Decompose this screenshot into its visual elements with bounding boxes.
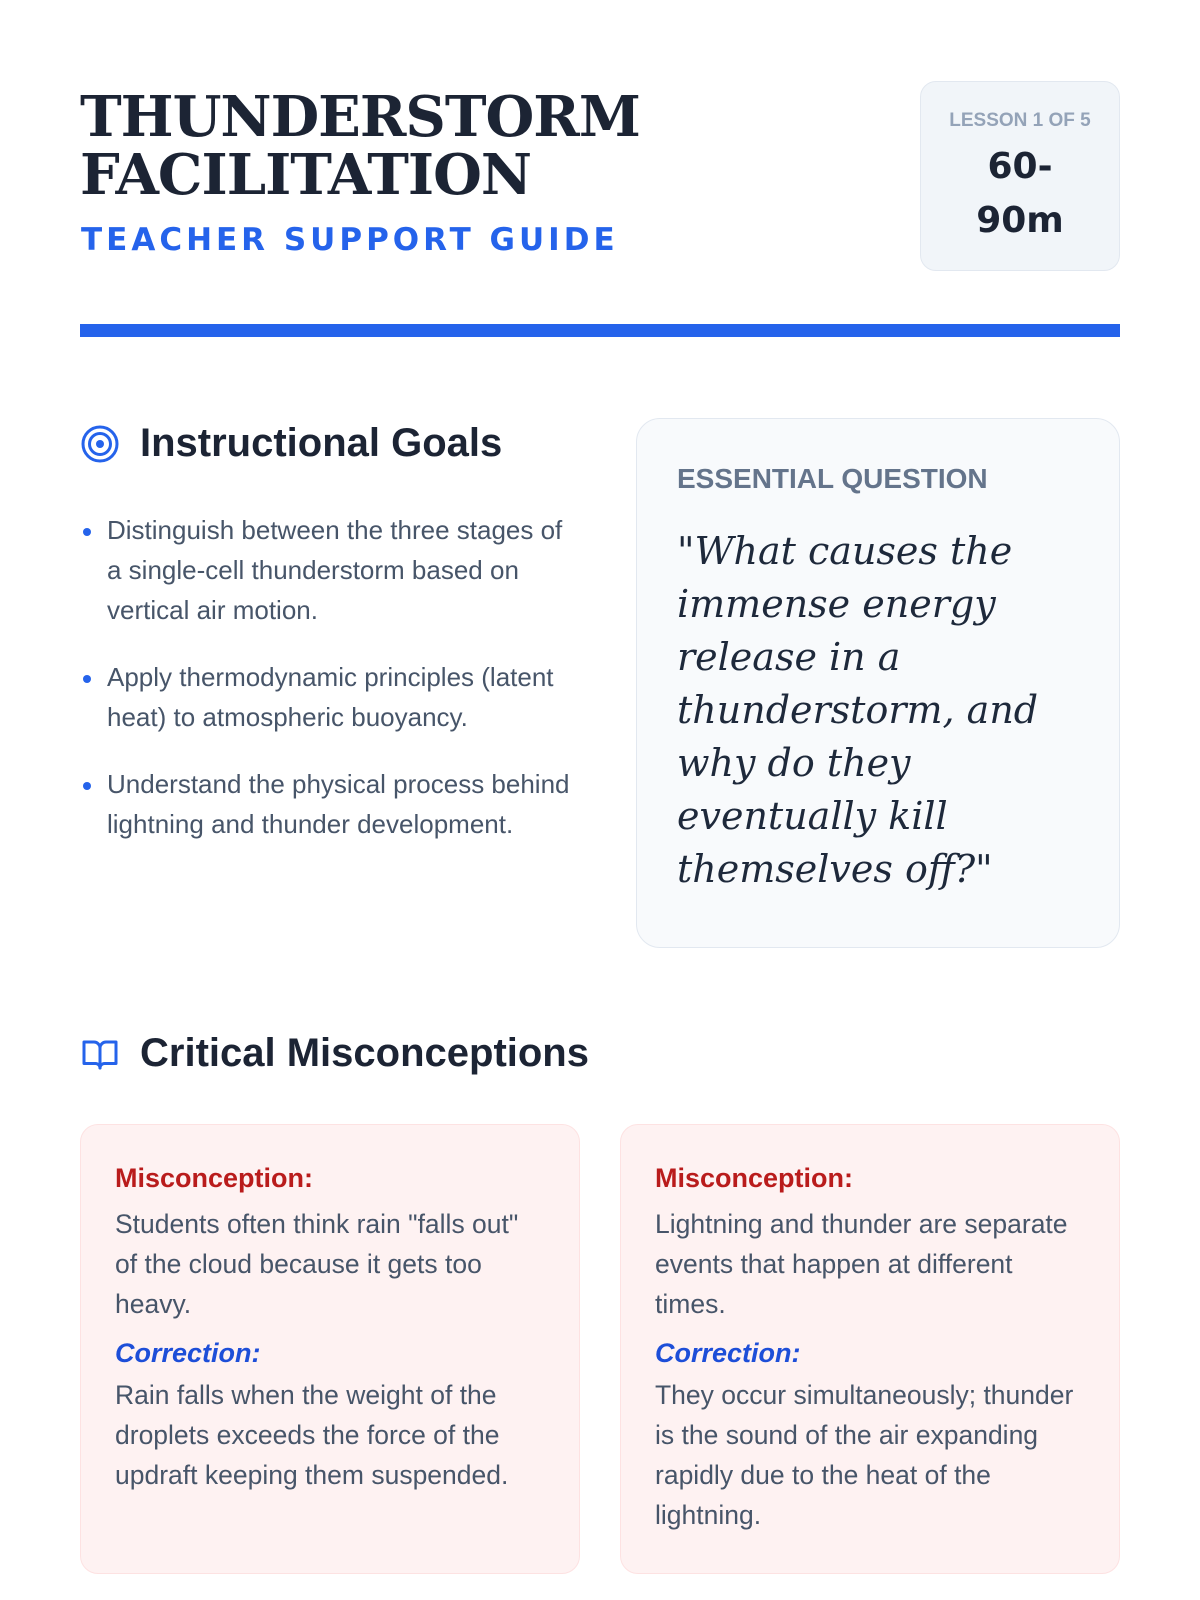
essential-question-text: "What causes the immense energy release in a thunderstorm, and why do they eventually kill themselves off?" [677,529,1039,891]
misconception-text: Lightning and thunder are separate events that happen at different times. [655,1209,1068,1319]
goals-heading: Instructional Goals [140,421,503,465]
essential-question-card [636,418,1120,948]
lesson-badge [920,81,1120,271]
goals-section-heading [80,421,502,466]
title-line-1: THUNDERSTORM [80,84,640,150]
correction-label: Correction: [115,1338,261,1368]
correction-label: Correction: [655,1338,801,1368]
list-item: Understand the physical process behind lightning and thunder development. [80,764,580,844]
misconception-card [620,1124,1120,1574]
misconception-text: Students often think rain "falls out" of the cloud because it gets too heavy. [115,1209,519,1319]
target-icon [80,424,120,464]
misconception-card [80,1124,580,1574]
misconceptions-section-heading [80,1031,589,1076]
essential-question-label: ESSENTIAL QUESTION [677,463,988,494]
title-line-2: FACILITATION [80,142,532,208]
list-item: Apply thermodynamic principles (latent heat) to atmospheric buoyancy. [80,657,580,737]
lesson-duration-line-1: 60- [987,146,1053,187]
header-divider [80,324,1120,337]
page-title [80,84,640,208]
lesson-badge-label: LESSON 1 OF 5 [949,110,1091,131]
misconception-label: Misconception: [115,1163,314,1193]
misconceptions-heading: Critical Misconceptions [140,1031,589,1075]
lesson-duration-line-2: 90m [976,200,1064,241]
list-item: Distinguish between the three stages of a single-cell thunderstorm based on vertical air motion. [80,510,580,630]
goals-list [80,510,580,871]
lesson-duration [921,140,1119,248]
correction-text: Rain falls when the weight of the droplets exceeds the force of the updraft keeping them suspended. [115,1380,509,1490]
correction-text: They occur simultaneously; thunder is the sound of the air expanding rapidly due to the heat of the lightning. [655,1380,1074,1530]
page-subtitle: TEACHER SUPPORT GUIDE [81,222,619,258]
misconception-label: Misconception: [655,1163,854,1193]
open-book-icon [80,1034,120,1074]
